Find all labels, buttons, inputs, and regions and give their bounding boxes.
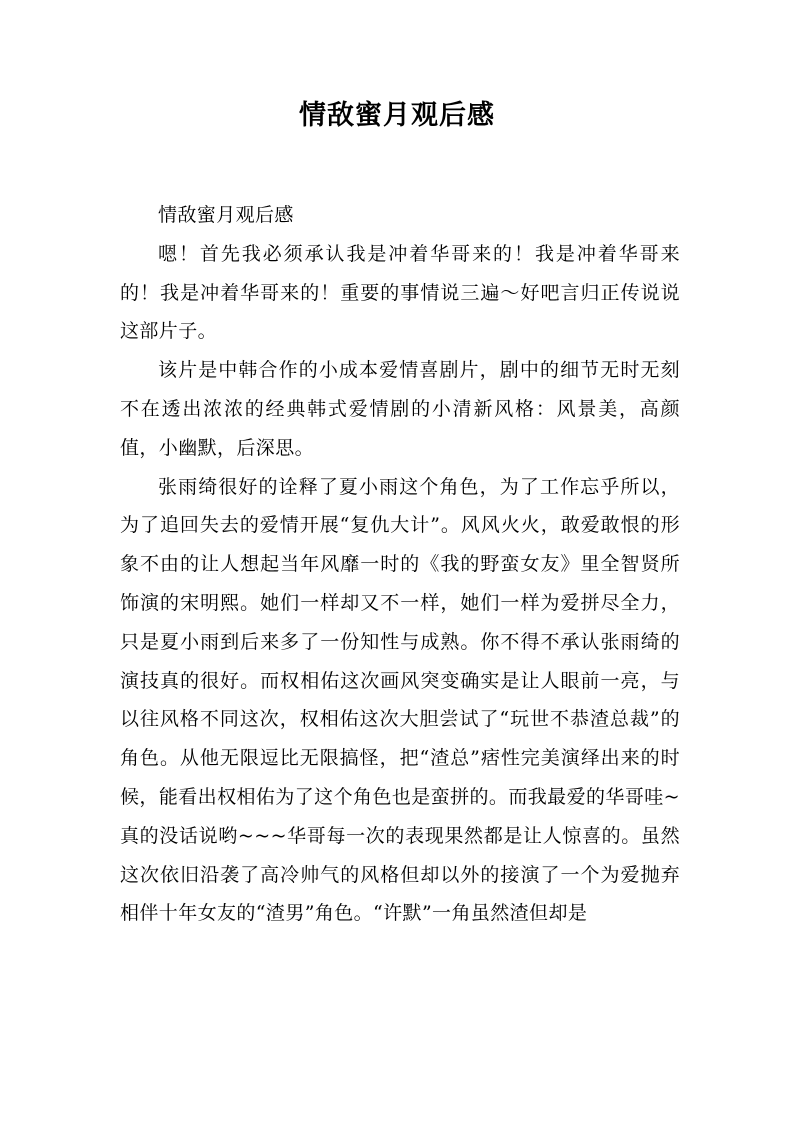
paragraph: 该片是中韩合作的小成本爱情喜剧片，剧中的细节无时无刻不在透出浓浓的经典韩式爱情剧的小清新风格：风景美，高颜值，小幽默，后深思。 bbox=[120, 359, 680, 459]
paragraph: 张雨绮很好的诠释了夏小雨这个角色，为了工作忘乎所以，为了追回失去的爱情开展“复仇大计”。风风火火，敢爱敢恨的形象不由的让人想起当年风靡一时的《我的野蛮女友》里全智贤所饰演的宋明熙。她们一样却又不一样，她们一样为爱拼尽全力，只是夏小雨到后来多了一份知性与成熟。你不得不承认张雨绮的演技真的很好。而权相佑这次画风突变确实是让人眼前一亮，与以往风格不同这次，权相佑这次大胆尝试了“玩世不恭渣总裁”的角色。从他无限逗比无限搞怪，把“渣总”痞性完美演绎出来的时候，能看出权相佑为了这个角色也是蛮拼的。而我最爱的华哥哇~真的没话说哟~~~华哥每一次的表现果然都是让人惊喜的。虽然这次依旧沿袭了高冷帅气的风格但却以外的接演了一个为爱抛弃相伴十年女友的“渣男”角色。“许默”一角虽然渣但却是 bbox=[120, 475, 680, 925]
document-title: 情敌蜜月观后感 bbox=[299, 100, 495, 131]
paragraph-heading: 情敌蜜月观后感 bbox=[158, 204, 294, 226]
document-body bbox=[120, 196, 680, 933]
paragraph: 嗯！首先我必须承认我是冲着华哥来的！我是冲着华哥来的！我是冲着华哥来的！重要的事情说三遍～好吧言归正传说说这部片子。 bbox=[120, 242, 680, 343]
